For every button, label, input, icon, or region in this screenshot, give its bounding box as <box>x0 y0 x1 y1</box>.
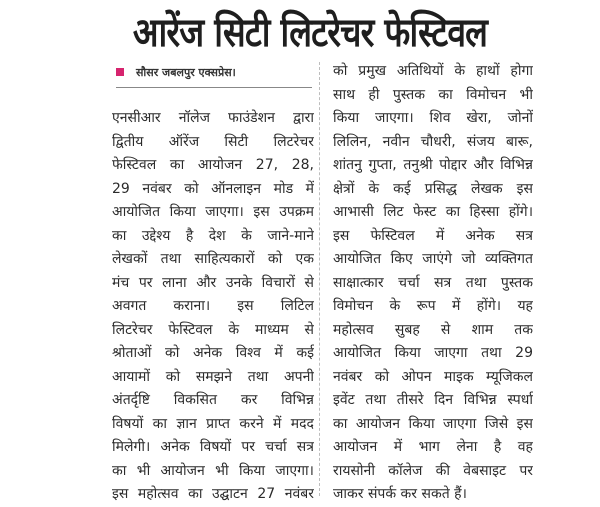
text-line: नवंबर को ओपन माइक म्यूजिकल <box>333 368 533 385</box>
text-line: अंतर्दृष्टि विकसित कर विभिन्न <box>112 392 314 408</box>
text-line: द्वितीय ऑरेंज सिटी लिटरेचर <box>112 133 314 150</box>
text-line: अवगत कराना। इस लिटिल <box>112 298 314 314</box>
text-line: आयोजित किया जाएगा तथा 29 <box>333 345 533 361</box>
text-line: आयोजित किया जाएगा। इस उपक्रम <box>112 204 314 220</box>
column-divider <box>319 62 320 496</box>
text-line: का भी आयोजन भी किया जाएगा। <box>112 462 314 479</box>
text-line: का आयोजन किया जाएगा जिसे इस <box>333 415 533 432</box>
text-line: का उद्देश्य है देश के जाने-माने <box>112 227 314 244</box>
text-line: एनसीआर नॉलेज फाउंडेशन द्वारा <box>112 110 314 126</box>
text-line: साक्षात्कार चर्चा सत्र तथा पुस्तक <box>333 274 533 291</box>
text-line: लिलिन, नवीन चौधरी, संजय बारू, <box>333 133 533 150</box>
text-line: को प्रमुख अतिथियों के हाथों होगा <box>333 63 533 79</box>
text-line: आयोजित किए जाएंगे जो व्यक्तिगत <box>333 251 533 267</box>
text-line: शांतनु गुप्ता, तनुश्री पोद्दार और विभिन्न <box>333 157 533 173</box>
byline-text: सौसर जबलपुर एक्सप्रेस। <box>136 65 236 79</box>
text-line: साथ ही पुस्तक का विमोचन भी <box>333 86 533 103</box>
text-line: जाकर संपर्क कर सकते हैं। <box>333 486 467 502</box>
text-line: क्षेत्रों के कई प्रसिद्ध लेखक इस <box>333 180 533 197</box>
left-column <box>112 107 314 507</box>
text-line: महोत्सव सुबह से शाम तक <box>333 321 533 338</box>
text-line: फेस्टिवल का आयोजन 27, 28, <box>112 157 314 173</box>
text-line: लिटरेचर फेस्टिवल के माध्यम से <box>112 321 314 338</box>
text-line: किया जाएगा। शिव खेरा, जोनों <box>333 110 533 126</box>
text-line: लेखकों तथा साहित्यकारों को एक <box>112 251 314 267</box>
text-line: मंच पर लाना और उनके विचारों से <box>112 274 314 291</box>
text-line: श्रोताओं को अनेक विश्व में कई <box>112 345 314 361</box>
byline <box>116 62 316 82</box>
bullet-icon <box>116 68 124 76</box>
right-column <box>333 60 533 507</box>
text-line: आभासी लिट फेस्ट का हिस्सा होंगे। <box>333 204 533 220</box>
byline-rule <box>116 87 312 88</box>
text-line: विषयों का ज्ञान प्राप्त करने में मदद <box>112 415 314 432</box>
text-line: आयामों को समझने तथा अपनी <box>112 368 314 385</box>
text-line: इस फेस्टिवल में अनेक सत्र <box>333 227 533 244</box>
text-line: मिलेगी। अनेक विषयों पर चर्चा सत्र <box>112 439 314 455</box>
headline: आरेंज सिटी लिटरेचर फेस्टिवल <box>132 9 488 56</box>
text-line: इस महोत्सव का उद्घाटन 27 नवंबर <box>112 486 314 502</box>
text-line: विमोचन के रूप में होंगे। यह <box>333 298 533 314</box>
text-line: 29 नवंबर को ऑनलाइन मोड में <box>112 180 314 197</box>
text-line: रायसोनी कॉलेज की वेबसाइट पर <box>333 462 533 479</box>
text-line: आयोजन में भाग लेना है वह <box>333 439 533 455</box>
text-line: इवेंट तथा तीसरे दिन विभिन्न स्पर्धा <box>333 392 533 408</box>
